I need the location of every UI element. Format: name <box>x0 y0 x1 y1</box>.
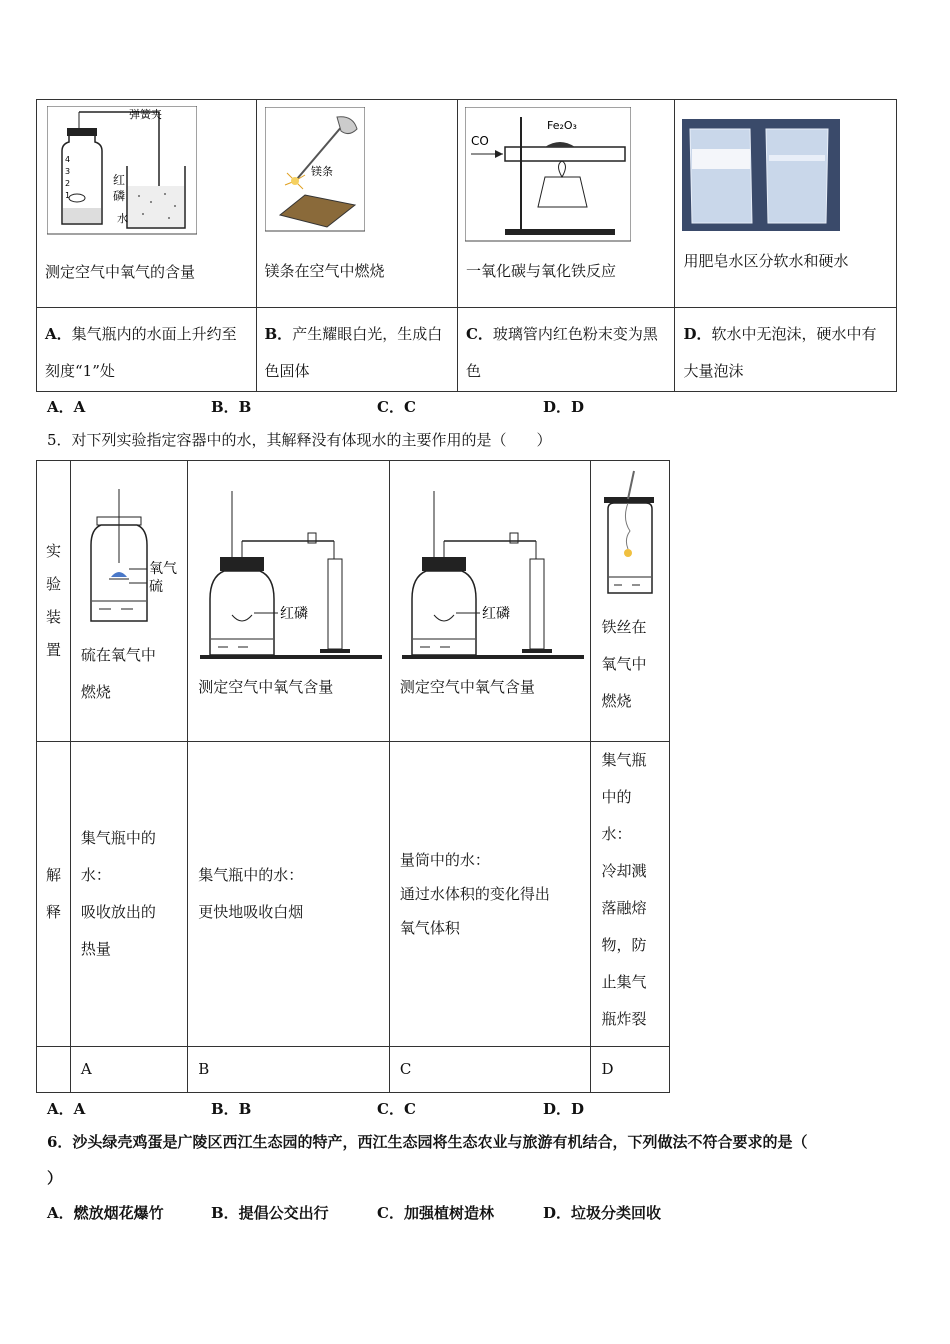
q5-option-b[interactable]: B．B <box>211 1100 252 1118</box>
q5-stem: 5．对下列实验指定容器中的水，其解释没有体现水的主要作用的是（ ） <box>47 431 552 449</box>
q5-explain-char-1: 解 <box>45 866 61 884</box>
q5-explain-c-2: 通过水体积的变化得出 <box>399 885 550 903</box>
q6-option-c[interactable]: C．加强植树造林 <box>377 1204 494 1222</box>
q5-explain-d-2: 中的 <box>601 788 632 806</box>
q4-answer-d <box>675 308 897 392</box>
q4-answer-c-letter: C． <box>465 325 493 343</box>
q5-letter-empty <box>37 1047 71 1093</box>
q4a-tick-4: 4 <box>65 155 71 164</box>
q4-option-d[interactable]: D．D <box>543 398 585 416</box>
q5-letter-d <box>591 1047 670 1093</box>
q5-explain-c <box>389 742 591 1047</box>
q4-answer-c <box>457 308 675 392</box>
q5-explain-a-4: 热量 <box>80 940 111 958</box>
q4-answer-d-letter: D． <box>683 325 712 343</box>
q4-option-c[interactable]: C．C <box>377 398 416 416</box>
q5-explain-d-6: 物，防 <box>601 936 647 954</box>
q5-option-a[interactable]: A．A <box>47 1100 86 1118</box>
q5-device-a <box>70 461 187 742</box>
q5-device-c <box>389 461 591 742</box>
q5-caption-d-3: 燃烧 <box>601 692 632 710</box>
q4-cell-d <box>675 100 897 308</box>
q5-letter-b <box>188 1047 390 1093</box>
q5-image-c <box>400 489 584 661</box>
q4-answer-a <box>37 308 257 392</box>
q4a-tick-3: 3 <box>65 167 71 176</box>
q4-option-a[interactable]: A．A <box>47 398 86 416</box>
q5-device-b <box>188 461 390 742</box>
q5-explain-d-7: 止集气 <box>601 973 647 991</box>
q4b-label-mg: 镁条 <box>310 165 333 178</box>
q6-stem-line2: ） <box>47 1169 63 1187</box>
q5-explain-d-8: 瓶炸裂 <box>601 1010 647 1028</box>
q5-caption-b-1: 测定空气中氧气含量 <box>198 678 334 696</box>
q5-option-d[interactable]: D．D <box>543 1100 585 1118</box>
q4-answer-a-letter: A． <box>45 325 72 343</box>
q5-explain-d-3: 水： <box>601 825 632 843</box>
q6-option-a[interactable]: A．燃放烟花爆竹 <box>47 1204 164 1222</box>
q4-answer-b <box>256 308 457 392</box>
q4-answer-d-text: 软水中无泡沫，硬水中有大量泡沫 <box>683 325 877 380</box>
q5-table <box>36 460 670 1093</box>
q5-device-d <box>591 461 670 742</box>
q5-explain-c-1: 量筒中的水： <box>399 851 490 869</box>
q5-explain-a-3: 吸收放出的 <box>80 903 156 921</box>
q5-caption-d-1: 铁丝在 <box>601 618 647 636</box>
q5-explain-a <box>70 742 187 1047</box>
q4-cell-c <box>457 100 675 308</box>
q5-letter-a <box>70 1047 187 1093</box>
q4-image-a <box>47 106 197 236</box>
q5-explain-a-2: 水： <box>80 866 111 884</box>
q6-option-d[interactable]: D．垃圾分类回收 <box>543 1204 662 1222</box>
q5a-label-s: 硫 <box>148 579 163 595</box>
q5-explain-d <box>591 742 670 1047</box>
q4-cell-b <box>256 100 457 308</box>
q5c-label-p: 红磷 <box>481 606 510 622</box>
q5-row-label-explain <box>37 742 71 1047</box>
q5-explain-b-2: 更快地吸收白烟 <box>198 903 304 921</box>
q5-explain-b-1: 集气瓶中的水： <box>198 866 304 884</box>
q4-caption-b: 镁条在空气中燃烧 <box>264 262 385 280</box>
q4-caption-a: 测定空气中氧气的含量 <box>45 263 196 281</box>
q5-label-char-4: 置 <box>45 641 61 659</box>
q5-letter-b-text: B <box>198 1060 210 1078</box>
q5-explain-b <box>188 742 390 1047</box>
q5-caption-a-1: 硫在氧气中 <box>80 646 156 664</box>
q4a-label-water: 水 <box>117 212 128 225</box>
q5-row-label-device <box>37 461 71 742</box>
q4-cell-a <box>37 100 257 308</box>
q5-explain-char-2: 释 <box>45 903 61 921</box>
q5-image-b <box>198 489 382 661</box>
q4-table <box>36 99 897 392</box>
q5-image-a <box>77 487 177 627</box>
q5-label-char-3: 装 <box>45 608 61 626</box>
q4a-label-phos: 磷 <box>113 189 126 203</box>
q4a-tick-2: 2 <box>65 179 71 188</box>
q5-letter-c <box>389 1047 591 1093</box>
q4-answer-c-text: 玻璃管内红色粉末变为黑色 <box>465 325 658 380</box>
q4-image-c <box>465 107 631 243</box>
q4-answer-b-letter: B． <box>264 325 293 343</box>
q5-letter-c-text: C <box>399 1060 412 1078</box>
q4-option-b[interactable]: B．B <box>211 398 252 416</box>
q5-explain-a-1: 集气瓶中的 <box>80 829 156 847</box>
q5-explain-d-1: 集气瓶 <box>601 751 647 769</box>
q4a-tick-1: 1 <box>65 191 71 200</box>
q4-answer-b-text: 产生耀眼白光，生成白色固体 <box>264 325 443 380</box>
q4-image-d <box>682 119 840 231</box>
q4c-label-co: CO <box>470 134 489 148</box>
q4a-label-clamp: 弹簧夹 <box>129 108 162 121</box>
q6-stem-line1: 6．沙头绿壳鸡蛋是广陵区西江生态园的特产，西江生态园将生态农业与旅游有机结合，下列做法不符合要求的是（ <box>47 1133 808 1151</box>
q5-caption-c-1: 测定空气中氧气含量 <box>399 678 535 696</box>
q5-explain-d-5: 落融熔 <box>601 899 647 917</box>
q6-option-b[interactable]: B．提倡公交出行 <box>211 1204 329 1222</box>
q4-image-b <box>265 107 365 233</box>
q5-explain-c-3: 氧气体积 <box>399 919 460 937</box>
q5a-label-o2: 氧气 <box>148 561 177 577</box>
q5-image-d <box>600 469 660 597</box>
q5-explain-d-4: 冷却溅 <box>601 862 647 880</box>
q5b-label-p: 红磷 <box>280 606 309 622</box>
q5-caption-d-2: 氧气中 <box>601 655 647 673</box>
q5-label-char-2: 验 <box>45 575 61 593</box>
q4-caption-d: 用肥皂水区分软水和硬水 <box>683 252 849 270</box>
q5-caption-a-2: 燃烧 <box>80 683 111 701</box>
q5-letter-a-text: A <box>80 1060 92 1078</box>
q5-label-char-1: 实 <box>45 542 61 560</box>
q5-letter-d-text: D <box>601 1060 614 1078</box>
q4-answer-a-text: 集气瓶内的水面上升约至刻度“1”处 <box>45 325 237 380</box>
q4a-label-red: 红 <box>113 173 126 187</box>
q5-option-c[interactable]: C．C <box>377 1100 416 1118</box>
q4c-label-fe2o3: Fe₂O₃ <box>546 119 577 132</box>
q4-caption-c: 一氧化碳与氧化铁反应 <box>465 262 616 280</box>
